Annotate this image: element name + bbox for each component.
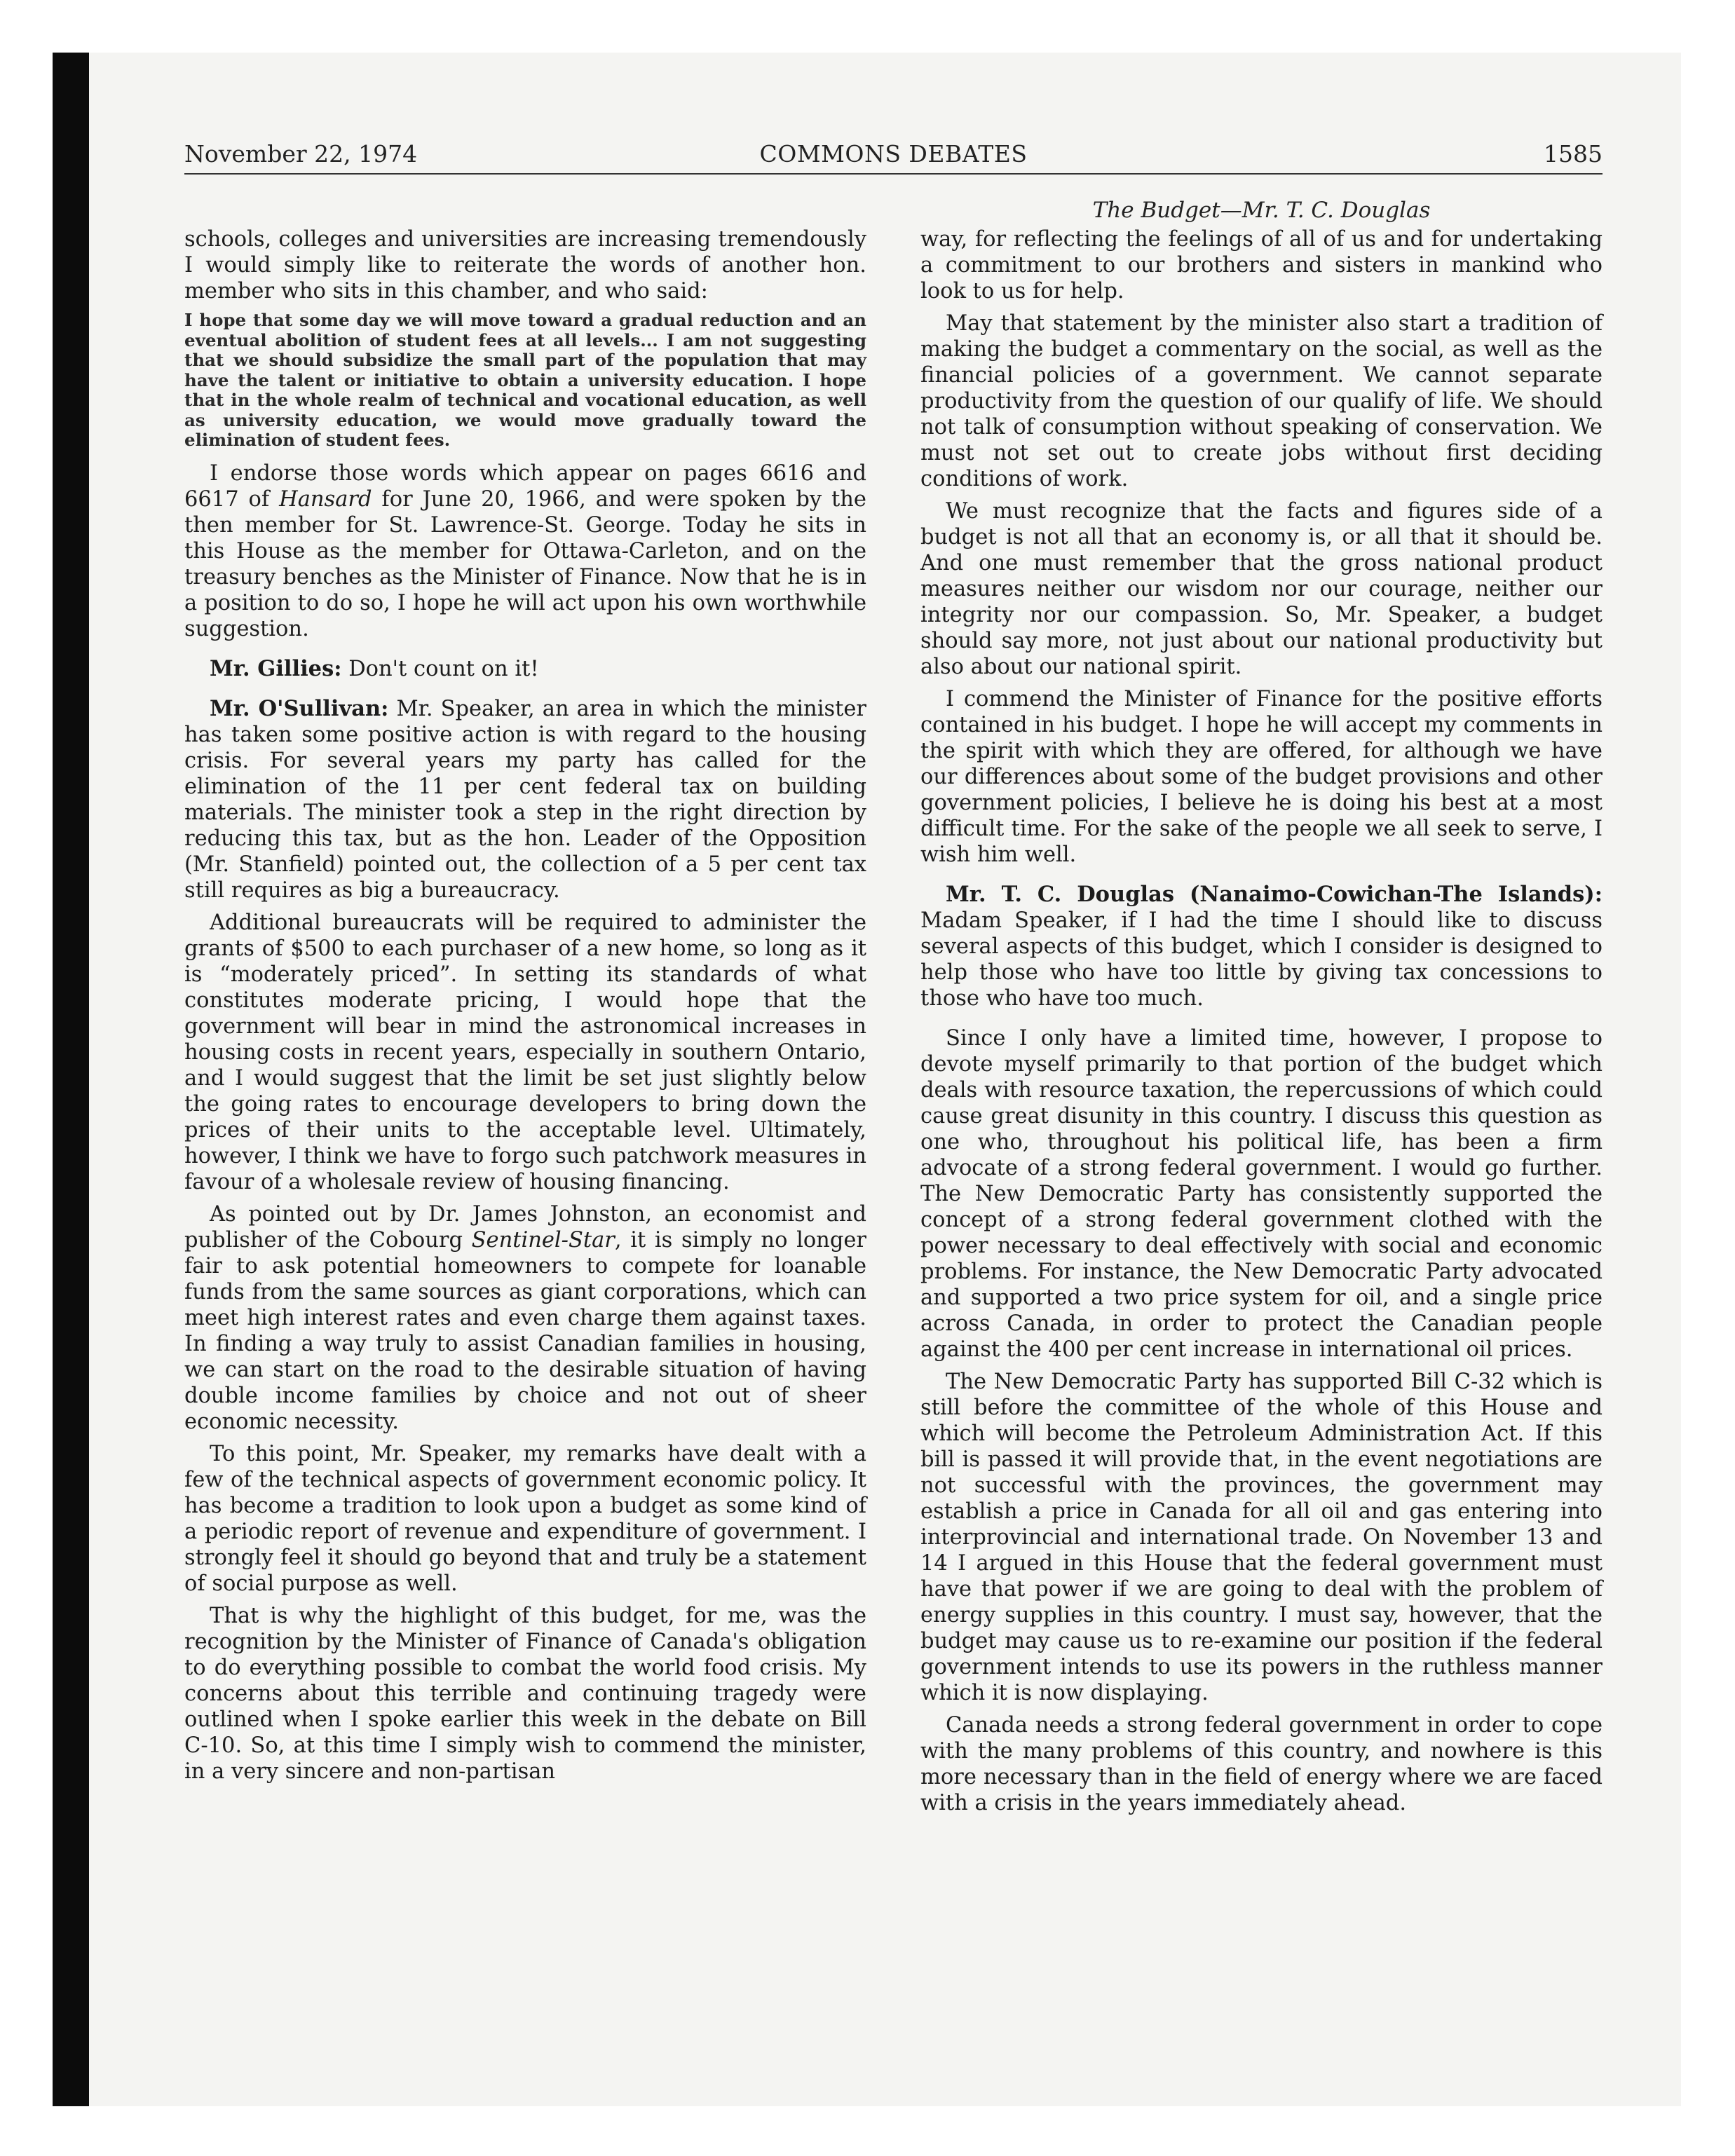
paragraph: I commend the Minister of Finance for the positive efforts contained in his budget. I hope he will accept my comments in the spirit with which they are offered, for although we have our differences about some of the budget provisions and other government policies, I believe he is doing his best at a most difficult time. For the sake of the people we all seek to serve, I wish him well.: [920, 687, 1603, 867]
speaker-paragraph: [920, 882, 1603, 1011]
paragraph: [184, 1201, 866, 1435]
scan-edge: [53, 53, 89, 2106]
text-run: Madam Speaker, if I had the time I should like to discuss several aspects of this budget, which I consider is designed to help those who have too little by giving tax concessions to those who have too much.: [920, 908, 1603, 1011]
header-date: November 22, 1974: [184, 140, 418, 168]
page-header: [184, 140, 1603, 174]
paragraph: schools, colleges and universities are increasing tremendously I would simply like to reiterate the words of another hon. member who sits in this chamber, and who said:: [184, 227, 866, 303]
paragraph: We must recognize that the facts and figures side of a budget is not all that an economy is, or all that it should be. And one must remember that the gross national product measures neither our wisdom nor our courage, neither our integrity nor our compassion. So, Mr. Speaker, a budget should say more, not just about our national productivity but also about our national spirit.: [920, 499, 1603, 679]
speaker-name: Mr. T. C. Douglas (Nanaimo-Cowichan-The Islands):: [946, 882, 1603, 907]
text-run: I endorse those words which appear on pages 6616 and 6617 of: [184, 460, 866, 512]
text-run: Mr. Speaker, an area in which the minister has taken some positive action is with regard to the housing crisis. For several years my party has called for the elimination of the 11 per cent federal tax on building materials. The minister took a step in the right direction by reducing this tax, but as the hon. Leader of the Opposition (Mr. Stanfield) pointed out, the collection of a 5 per cent tax still requires as big a bureaucracy.: [184, 696, 866, 903]
left-column: [184, 226, 866, 1791]
paragraph: Additional bureaucrats will be required to administer the grants of $500 to each purchaser of a new home, so long as it is “moderately priced”. In setting its standards of what constitutes moderate pricing, I would hope that the government will bear in mind the astronomical increases in housing costs in recent years, especially in southern Ontario, and I would suggest that the limit be set just slightly below the going rates to encourage developers to bring down the prices of their units to the acceptable level. Ultimately, however, I think we have to forgo such patchwork measures in favour of a wholesale review of housing financing.: [184, 910, 866, 1194]
publication-name: Hansard: [279, 486, 372, 512]
paragraph: May that statement by the minister also start a tradition of making the budget a commentary on the social, as well as the financial policies of a government. We cannot separate productivity from the question of our qualify of life. We should not talk of consumption without speaking of conservation. We must not set out to create jobs without first deciding conditions of work.: [920, 311, 1603, 491]
speaker-name: Mr. O'Sullivan:: [210, 695, 389, 721]
paragraph: The New Democratic Party has supported Bill C-32 which is still before the committee of the whole of this House and which will become the Petroleum Administration Act. If this bill is passed it will provide that, in the event negotiations are not successful with the provinces, the government may establish a price in Canada for all oil and gas entering into interprovincial and international trade. On November 13 and 14 I argued in this House that the federal government must have that power if we are going to deal with the problem of energy supplies in this country. I must say, however, that the budget may cause us to re-examine our position if the federal government intends to use its powers in the ruthless manner which it is now displaying.: [920, 1370, 1603, 1705]
paragraph: way, for reflecting the feelings of all of us and for undertaking a commitment to our brothers and sisters in mankind who look to us for help.: [920, 227, 1603, 303]
publication-name: Sentinel-Star: [471, 1227, 615, 1253]
paragraph: To this point, Mr. Speaker, my remarks have dealt with a few of the technical aspects of government economic policy. It has become a tradition to look upon a budget as some kind of a periodic report of revenue and expenditure of government. I strongly feel it should go beyond that and truly be a statement of social purpose as well.: [184, 1441, 866, 1596]
speaker-paragraph: [184, 656, 866, 682]
paragraph: Since I only have a limited time, however, I propose to devote myself primarily to that portion of the budget which deals with resource taxation, the repercussions of which could cause great disunity in this country. I discuss this question as one who, throughout his political life, has been a firm advocate of a strong federal government. I would go further. The New Democratic Party has consistently supported the concept of a strong federal government clothed with the power necessary to deal effectively with social and economic problems. For instance, the New Democratic Party advocated and supported a two price system for oil, and a single price across Canada, in order to protect the Canadian people against the 400 per cent increase in international oil prices.: [920, 1026, 1603, 1362]
right-column: [920, 226, 1603, 1822]
speaker-paragraph: [184, 696, 866, 903]
paragraph: Canada needs a strong federal government in order to cope with the many problems of this country, and nowhere is this more necessary than in the field of energy where we are faced with a crisis in the years immediately ahead.: [920, 1713, 1603, 1815]
speaker-name: Mr. Gillies:: [210, 655, 342, 681]
paragraph: [184, 460, 866, 642]
text-run: As pointed out by Dr. James Johnston, an economist and publisher of the Cobourg: [184, 1201, 866, 1253]
publication-title: COMMONS DEBATES: [759, 140, 1028, 168]
block-quote: I hope that some day we will move toward a gradual reduction and an eventual abolition of student fees at all levels... I am not suggesting that we should subsidize the small part of the population that may have the talent or initiative to obtain a university education. I hope that in the whole realm of technical and vocational education, as well as university education, we would move gradually toward the elimination of student fees.: [184, 310, 866, 450]
header-rule: [184, 173, 1603, 175]
text-run: , it is simply no longer fair to ask potential homeowners to compete for loanable funds from the same sources as giant corporations, which can meet high interest rates and even charge them against taxes. In finding a way truly to assist Canadian families in housing, we can start on the road to the desirable situation of having double income families by choice and not out of sheer economic necessity.: [184, 1227, 866, 1434]
page-number: 1585: [1544, 140, 1603, 168]
text-run: Don't count on it!: [341, 656, 539, 681]
text-run: for June 20, 1966, and were spoken by the then member for St. Lawrence-St. George. Today he sits in this House as the member for Ottawa-Carleton, and on the treasury benches as the Minister of Finance. Now that he is in a position to do so, I hope he will act upon his own worthwhile suggestion.: [184, 486, 866, 641]
paragraph: That is why the highlight of this budget, for me, was the recognition by the Minister of Finance of Canada's obligation to do everything possible to combat the world food crisis. My concerns about this terrible and continuing tragedy were outlined when I spoke earlier this week in the debate on Bill C-10. So, at this time I simply wish to commend the minister, in a very sincere and non-partisan: [184, 1603, 866, 1784]
running-head: The Budget—Mr. T. C. Douglas: [1092, 198, 1431, 223]
